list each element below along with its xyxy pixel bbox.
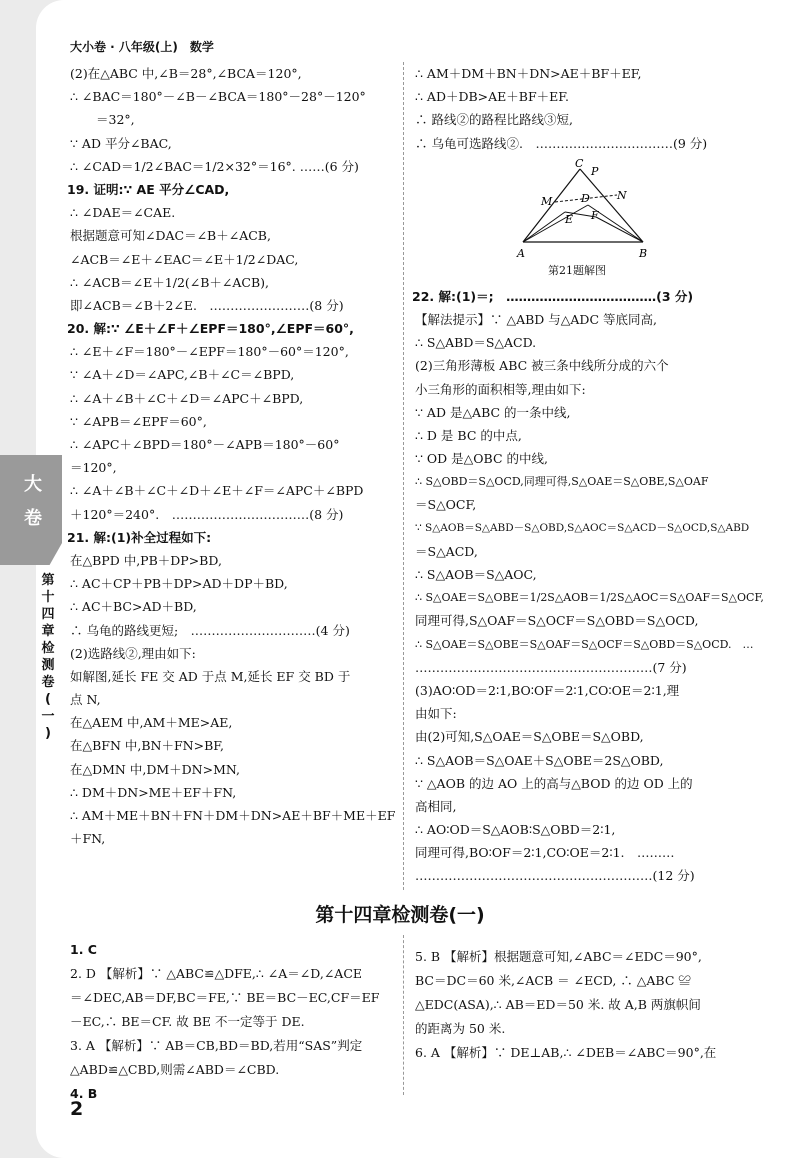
text-line: 高相同, [415, 798, 457, 814]
text-line: ＋120°＝240°. ……………………………(8 分) [70, 506, 344, 522]
text-line: 2. D 【解析】∵ △ABC≌△DFE,∴ ∠A＝∠D,∠ACE [70, 966, 363, 981]
column-divider [403, 62, 404, 890]
text-line: ∴ S△OAE＝S△OBE＝1/2S△AOB＝1/2S△AOC＝S△OAF＝S△OCF, [415, 591, 764, 605]
label-m: M [541, 195, 553, 208]
side-char: 章 [41, 624, 55, 639]
text-line: ∴ AC＋BC>AD＋BD, [70, 599, 197, 615]
text-line: ∴ 乌龟的路线更短; …………………………(4 分) [70, 622, 350, 638]
text-line: △ABD≌△CBD,则需∠ABD＝∠CBD. [70, 1062, 280, 1077]
text-line: 根据题意可知∠DAC＝∠B＋∠ACB, [70, 228, 271, 244]
text-line: (2)在△ABC 中,∠B＝28°,∠BCA＝120°, [70, 66, 302, 81]
side-char: ) [45, 726, 51, 741]
diagram-caption: 第21题解图 [548, 264, 606, 277]
label-n: N [617, 189, 627, 202]
left-column [67, 62, 396, 850]
text-line: 的距离为 50 米. [415, 1021, 506, 1036]
text-line: (3)AO∶OD＝2∶1,BO∶OF＝2∶1,CO∶OE＝2∶1,理 [415, 682, 680, 698]
text-line: 由如下: [415, 706, 457, 722]
text-line: 21. 解:(1)补全过程如下: [67, 529, 212, 545]
side-char: 卷 [41, 675, 55, 690]
side-char: 一 [41, 709, 55, 724]
text-line: 20. 解:∵ ∠E＋∠F＋∠EPF＝180°,∠EPF＝60°, [67, 321, 354, 337]
text-line: 同理可得,BO∶OF＝2∶1,CO∶OE＝2∶1. ……… [415, 845, 675, 861]
text-line: ＝32°, [96, 112, 135, 128]
text-line: ∴ ∠DAE＝∠CAE. [70, 205, 176, 221]
side-char: 第 [41, 573, 55, 588]
side-chapter-title [38, 572, 58, 742]
text-line: 同理可得,S△OAF＝S△OCF＝S△OBD＝S△OCD, [415, 613, 699, 629]
label-b: B [639, 247, 648, 260]
text-line: ∴ 乌龟可选路线②. ……………………………(9 分) [415, 135, 708, 151]
label-d: D [581, 192, 590, 205]
text-line: ∴ DM＋DN>ME＋EF＋FN, [70, 784, 237, 800]
text-line: ＝∠DEC,AB＝DF,BC＝FE,∵ BE＝BC－EC,CF＝EF [70, 990, 380, 1005]
text-line: ∴ S△OAE＝S△OBE＝S△OAF＝S△OCF＝S△OBD＝S△OCD. … [415, 637, 754, 651]
text-line: ∴ AM＋ME＋BN＋FN＋DM＋DN>AE＋BF＋ME＋EF [70, 808, 396, 823]
text-line: ∵ AD 平分∠BAC, [70, 135, 172, 151]
text-line: ∴ ∠A＋∠B＋∠C＋∠D＋∠E＋∠F＝∠APC＋∠BPD [70, 483, 364, 499]
column-divider [403, 935, 404, 1095]
text-line: ∴ D 是 BC 的中点, [415, 427, 522, 443]
text-line: (2)三角形薄板 ABC 被三条中线所分成的六个 [415, 358, 669, 374]
text-line: ∴ ∠BAC＝180°－∠B－∠BCA＝180°－28°－120° [70, 89, 366, 105]
text-line: ∴ ∠CAD＝1/2∠BAC＝1/2×32°＝16°. ……(6 分) [70, 158, 359, 174]
text-line: 4. B [70, 1086, 98, 1101]
text-line: ∵ △AOB 的边 AO 上的高与△BOD 的边 OD 上的 [415, 775, 693, 791]
text-line: 如解图,延长 FE 交 AD 于点 M,延长 EF 交 BD 于 [70, 668, 351, 684]
text-line: 由(2)可知,S△OAE＝S△OBE＝S△OBD, [415, 729, 644, 745]
text-line: ∴ AC＋CP＋PB＋DP>AD＋DP＋BD, [70, 576, 288, 592]
text-line: 在△DMN 中,DM＋DN>MN, [70, 761, 240, 777]
text-line: ＝120°, [70, 460, 117, 476]
text-line: ∵ ∠A＋∠D＝∠APC,∠B＋∠C＝∠BPD, [70, 367, 295, 383]
text-line: ∴ AD＋DB>AE＋BF＋EF. [415, 89, 569, 105]
text-line: ∴ S△ABD＝S△ACD. [415, 335, 537, 351]
text-line: ∵ OD 是△OBC 的中线, [415, 451, 548, 467]
triangle-diagram [513, 157, 653, 262]
text-line: 22. 解:(1)＝; ………………………………(3 分) [412, 288, 694, 304]
text-line: ∴ S△OBD＝S△OCD,同理可得,S△OAE＝S△OBE,S△OAF [415, 475, 709, 489]
answers-left [70, 938, 392, 1106]
text-line: BC＝DC＝60 米,∠ACB ＝ ∠ECD, ∴ △ABC ≌ [415, 973, 691, 988]
side-char: 十 [41, 590, 55, 605]
text-line: 即∠ACB＝∠B＋2∠E. ……………………(8 分) [70, 297, 344, 313]
text-line: ∵ S△AOB＝S△ABD－S△OBD,S△AOC＝S△ACD－S△OCD,S△ABD [415, 521, 750, 534]
side-tab-text [18, 468, 48, 536]
text-line: 6. A 【解析】∵ DE⊥AB,∴ ∠DEB＝∠ABC＝90°,在 [415, 1045, 717, 1060]
text-line: ＝S△ACD, [415, 543, 478, 559]
text-line: …………………………………………………(7 分) [415, 659, 687, 675]
chapter-title: 第十四章检测卷(一) [315, 904, 485, 926]
label-a: A [517, 247, 525, 260]
running-header: 大小卷 · 八年级(上) 数学 [70, 40, 214, 54]
text-line: 小三角形的面积相等,理由如下: [415, 381, 586, 397]
text-line: 3. A 【解析】∵ AB＝CB,BD＝BD,若用“SAS”判定 [70, 1038, 363, 1053]
text-line: ∵ ∠APB＝∠EPF＝60°, [70, 413, 207, 429]
text-line: (2)选路线②,理由如下: [70, 645, 196, 661]
text-line: ＋FN, [70, 831, 106, 847]
label-p: P [591, 165, 599, 178]
side-char: ( [45, 692, 51, 707]
text-line: …………………………………………………(12 分) [415, 868, 695, 884]
label-f: F [591, 209, 599, 222]
text-line: ＝S△OCF, [415, 497, 477, 513]
side-char: 四 [41, 607, 55, 622]
text-line: 在△BPD 中,PB＋DP>BD, [70, 552, 222, 568]
text-line: ∴ ∠ACB＝∠E＋1/2(∠B＋∠ACB), [70, 274, 270, 290]
text-line: ∵ AD 是△ABC 的一条中线, [415, 404, 571, 420]
text-line: 在△AEM 中,AM＋ME>AE, [70, 715, 233, 731]
side-tab-char: 大 [24, 474, 42, 495]
text-line: ∠ACB＝∠E＋∠EAC＝∠E＋1/2∠DAC, [70, 251, 299, 267]
side-char: 测 [41, 658, 55, 673]
text-line: 【解法提示】∵ △ABD 与△ADC 等底同高, [415, 311, 657, 327]
text-line: ∴ ∠E＋∠F＝180°－∠EPF＝180°－60°＝120°, [70, 344, 349, 360]
label-e: E [565, 213, 574, 226]
text-line: ∴ S△AOB＝S△OAE＋S△OBE＝2S△OBD, [415, 752, 664, 768]
label-c: C [575, 157, 584, 170]
text-line: ∴ AM＋DM＋BN＋DN>AE＋BF＋EF, [415, 66, 642, 81]
answers-right [415, 945, 737, 1065]
side-tab-char: 卷 [24, 508, 42, 529]
text-line: △EDC(ASA),∴ AB＝ED＝50 米. 故 A,B 两旗帜间 [415, 997, 701, 1012]
text-line: ∴ ∠APC＋∠BPD＝180°－∠APB＝180°－60° [70, 437, 340, 452]
text-line: －EC,∴ BE＝CF. 故 BE 不一定等于 DE. [70, 1014, 305, 1029]
page-number: 2 [70, 1098, 84, 1120]
text-line: 5. B 【解析】根据题意可知,∠ABC＝∠EDC＝90°, [415, 949, 702, 964]
text-line: 点 N, [70, 692, 101, 708]
text-line: 19. 证明:∵ AE 平分∠CAD, [67, 181, 230, 197]
text-line: ∴ S△AOB＝S△AOC, [415, 567, 537, 582]
side-char: 检 [41, 641, 55, 656]
text-line: 1. C [70, 942, 97, 957]
text-line: 在△BFN 中,BN＋FN>BF, [70, 738, 224, 754]
text-line: ∴ AO∶OD＝S△AOB∶S△OBD＝2∶1, [415, 822, 616, 838]
text-line: ∴ ∠A＋∠B＋∠C＋∠D＝∠APC＋∠BPD, [70, 390, 304, 406]
text-line: ∴ 路线②的路程比路线③短, [415, 112, 573, 128]
